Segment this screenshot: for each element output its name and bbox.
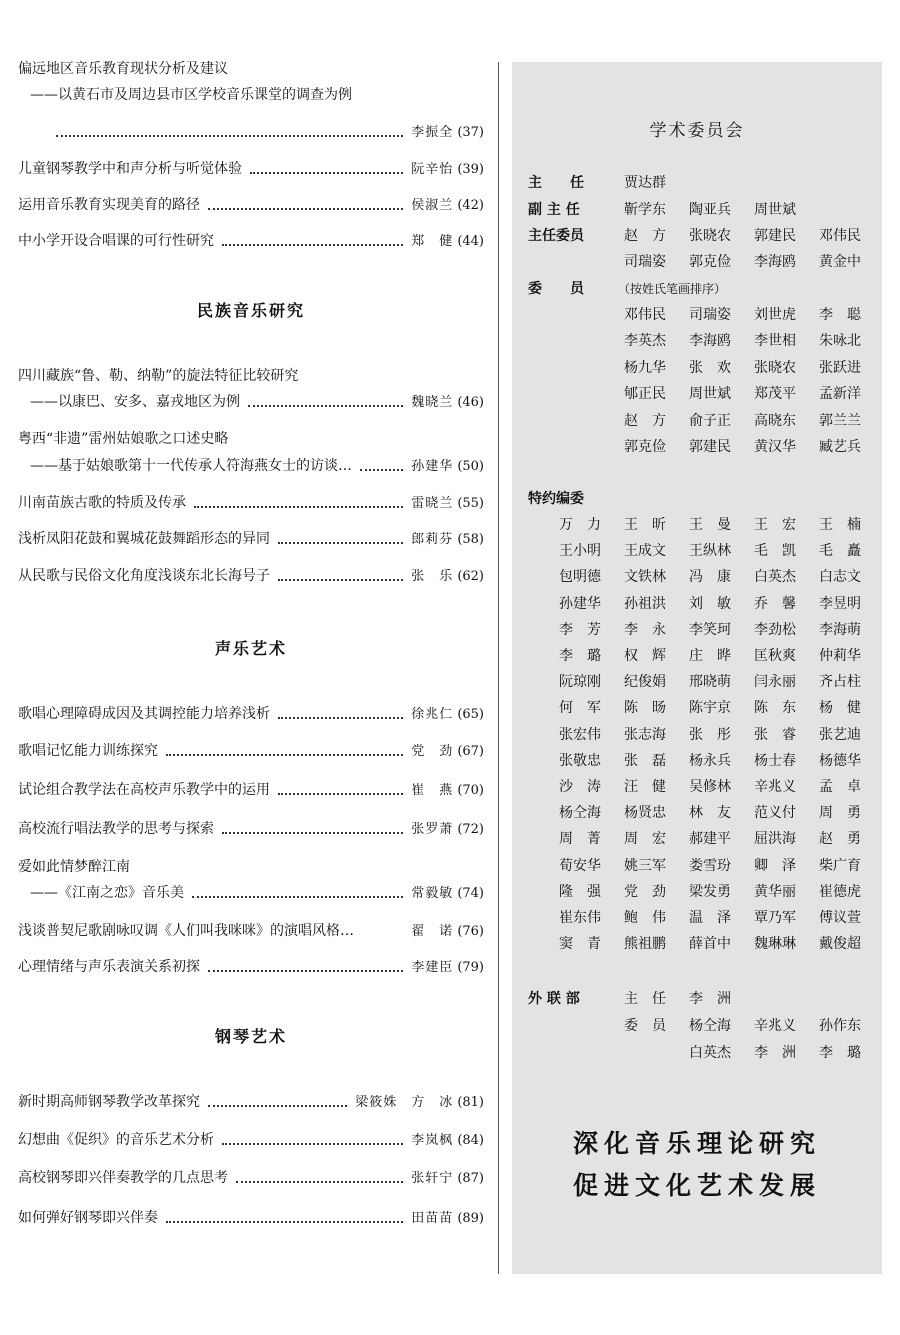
member-name: 张晓农 <box>754 359 796 376</box>
member-name: 窦 青 <box>559 936 601 953</box>
entry-page: (70) <box>457 783 484 798</box>
member-name: 王 曼 <box>689 517 731 533</box>
leader-dots <box>208 207 403 210</box>
entry-author: 常毅敏 <box>411 886 454 901</box>
member-name: 李 洲 <box>689 991 731 1007</box>
member-name: 阮琼刚 <box>559 674 601 691</box>
member-name: 覃乃军 <box>754 910 796 926</box>
member-name: 党 劲 <box>624 883 666 900</box>
entry-title: 幻想曲《促织》的音乐艺术分析 <box>18 1132 214 1148</box>
entry-title: 从民歌与民俗文化角度浅谈东北长海号子 <box>18 568 270 584</box>
toc-entry <box>18 121 484 143</box>
toc-entry <box>18 58 484 80</box>
member-name: 匡秋爽 <box>754 648 796 664</box>
leader-dots <box>236 1180 403 1183</box>
entry-title: 试论组合教学法在高校声乐教学中的运用 <box>18 782 270 798</box>
entry-title: 高校钢琴即兴伴奏教学的几点思考 <box>18 1170 228 1186</box>
member-name: 辛兆义 <box>754 779 796 795</box>
role-label: 主任委员 <box>528 228 584 244</box>
member-name: 主 任 <box>624 991 666 1007</box>
member-name: 王小明 <box>559 543 601 560</box>
leader-dots <box>278 792 403 795</box>
leader-dots <box>192 895 403 898</box>
member-name: 刘世虎 <box>754 307 796 323</box>
committee-title: 学术委员会 <box>649 121 745 141</box>
entry-author: 翟 诺 <box>411 924 454 939</box>
member-name: 林 友 <box>689 805 731 822</box>
leader-dots <box>278 578 403 581</box>
member-name: 委 员 <box>624 1018 666 1034</box>
leader-dots <box>222 243 403 246</box>
entry-author: 田苗苗 <box>411 1211 454 1226</box>
member-name: 杨 健 <box>819 700 861 717</box>
toc-entry <box>18 158 484 180</box>
member-name: 张 磊 <box>624 752 666 769</box>
member-name: 赵 方 <box>624 228 666 244</box>
toc-subtitle <box>18 391 484 413</box>
entry-author: 郑 健 <box>411 234 454 249</box>
entry-page: (72) <box>457 822 484 837</box>
toc-subtitle <box>18 84 484 106</box>
member-name: 范义付 <box>754 805 796 822</box>
member-name: 权 辉 <box>624 648 666 664</box>
member-name: 傅议萱 <box>819 910 861 926</box>
toc-entry <box>18 428 484 450</box>
member-name: 庄 晔 <box>689 648 731 664</box>
entry-title: 粤西“非遗”雷州姑娘歌之口述史略 <box>18 431 229 447</box>
member-name: 荀安华 <box>559 857 601 874</box>
member-name: 李海鸥 <box>689 333 731 350</box>
member-name: 梁发勇 <box>689 883 731 900</box>
entry-page: (79) <box>457 960 484 975</box>
entry-author: 郎莉芬 <box>411 532 454 547</box>
member-name: 辛兆义 <box>754 1018 796 1034</box>
leader-dots <box>166 753 403 756</box>
member-name: 郭建民 <box>754 228 796 244</box>
committee-panel <box>512 62 882 1274</box>
entry-page: (37) <box>457 125 484 140</box>
toc-entry <box>18 740 484 762</box>
leader-dots <box>166 1220 403 1223</box>
toc-entry <box>18 194 484 216</box>
entry-page: (62) <box>457 569 484 584</box>
member-name: 郭兰兰 <box>819 412 861 429</box>
entry-author: 徐兆仁 <box>411 707 454 722</box>
member-name: 李 璐 <box>559 648 601 664</box>
entry-page: (89) <box>457 1211 484 1226</box>
entry-subtitle: ——《江南之恋》音乐美 <box>30 885 184 901</box>
member-name: 姚三军 <box>624 857 666 874</box>
leader-dots <box>362 934 403 935</box>
column-divider <box>498 62 499 1274</box>
entry-page: (58) <box>457 532 484 547</box>
member-name: 卿 泽 <box>754 857 796 874</box>
member-name: 司瑞姿 <box>689 307 731 323</box>
entry-author: 侯淑兰 <box>411 198 454 213</box>
member-name: 崔东伟 <box>559 910 601 926</box>
member-name: 陈宇京 <box>689 700 731 717</box>
leader-dots <box>56 134 403 137</box>
member-name: 孙作东 <box>819 1018 861 1034</box>
member-name: 万 力 <box>559 517 601 533</box>
slogan-line: 深化音乐理论研究 <box>572 1129 821 1158</box>
role-label: 外 联 部 <box>528 991 580 1007</box>
member-name: 朱咏北 <box>819 333 861 350</box>
member-name: 李 永 <box>624 621 666 638</box>
entry-title: 新时期高师钢琴教学改革探究 <box>18 1094 200 1110</box>
entry-title: 中小学开设合唱课的可行性研究 <box>18 233 214 249</box>
member-name: 王 昕 <box>624 517 666 533</box>
toc-entry <box>18 1207 484 1229</box>
role-label: 委 员 <box>528 281 584 297</box>
toc-entry <box>18 779 484 801</box>
member-name: 鲍 伟 <box>624 910 666 926</box>
entry-title: 高校流行唱法教学的思考与探索 <box>18 821 214 837</box>
member-name: 崔德虎 <box>819 883 861 900</box>
toc-entry <box>18 1167 484 1189</box>
member-name: 毛 矗 <box>819 543 861 560</box>
leader-dots <box>278 541 403 544</box>
member-name: 李海萌 <box>819 621 861 638</box>
leader-dots <box>194 505 403 508</box>
member-name: 邢晓萌 <box>689 674 731 691</box>
member-name: 杨仝海 <box>559 805 601 822</box>
member-name: 毛 凯 <box>754 543 796 560</box>
member-name: 乔 馨 <box>754 595 796 612</box>
member-name: 汪 健 <box>624 779 666 795</box>
member-name: 贾达群 <box>624 175 666 191</box>
entry-author: 雷晓兰 <box>411 496 454 511</box>
member-name: 魏琳琳 <box>754 936 796 953</box>
member-name: 张 睿 <box>754 726 796 743</box>
leader-dots <box>208 1104 347 1107</box>
member-name: 王 楠 <box>819 517 861 533</box>
entry-author: 崔 燕 <box>411 783 454 798</box>
entry-page: (67) <box>457 744 484 759</box>
member-name: 周 宏 <box>624 831 666 848</box>
toc-entry <box>18 365 484 387</box>
leader-dots <box>248 404 403 407</box>
member-name: 黄金中 <box>819 254 861 271</box>
member-name: 杨仝海 <box>689 1018 731 1034</box>
entry-page: (81) <box>457 1095 484 1110</box>
member-name: 王纵林 <box>689 543 731 560</box>
member-name: 张艺迪 <box>819 726 861 743</box>
member-name: 齐占柱 <box>819 674 861 691</box>
toc-entry <box>18 1129 484 1151</box>
entry-page: (55) <box>457 496 484 511</box>
entry-author: 梁筱姝 方 冰 <box>355 1095 454 1110</box>
member-name: 陈 旸 <box>624 700 666 717</box>
member-name: 张跃进 <box>819 359 861 376</box>
member-name: 赵 方 <box>624 412 666 429</box>
member-name: 屈洪海 <box>754 831 796 848</box>
member-name: 周世斌 <box>689 386 731 403</box>
member-name: 高晓东 <box>754 412 796 429</box>
entry-author: 张轩宁 <box>411 1171 454 1186</box>
member-name: 李世相 <box>754 333 796 350</box>
member-name: 娄雪玢 <box>689 857 731 874</box>
member-name: 隆 强 <box>559 883 601 900</box>
member-name: 李 璐 <box>819 1045 861 1061</box>
entry-page: (44) <box>457 234 484 249</box>
member-name: 张志海 <box>624 726 666 743</box>
member-name: 王 宏 <box>754 517 796 533</box>
entry-page: (46) <box>457 395 484 410</box>
member-name: 司瑞姿 <box>624 254 666 271</box>
entry-title: 爱如此情梦醉江南 <box>18 859 130 875</box>
member-name: 孟 卓 <box>819 779 861 795</box>
toc-entry <box>18 818 484 840</box>
member-name: 俞子正 <box>689 412 731 429</box>
member-name: 郭克俭 <box>689 254 731 271</box>
role-label: 特约编委 <box>528 491 584 507</box>
member-name: 张 欢 <box>689 359 731 376</box>
toc-entry <box>18 565 484 587</box>
member-name: 包明德 <box>559 569 601 586</box>
entry-author: 张 乐 <box>411 569 454 584</box>
member-name: 王成文 <box>624 543 666 560</box>
member-name: 薛首中 <box>689 936 731 953</box>
entry-title: 运用音乐教育实现美育的路径 <box>18 197 200 213</box>
entry-page: (50) <box>457 459 484 474</box>
entry-title: 浅谈普契尼歌剧咏叹调《人们叫我咪咪》的演唱风格… <box>18 923 354 939</box>
member-name: 陈 东 <box>754 700 796 717</box>
toc-entry <box>18 703 484 725</box>
member-name: 杨贤忠 <box>624 805 666 822</box>
member-name: 沙 涛 <box>559 779 601 795</box>
entry-author: 魏晓兰 <box>411 395 454 410</box>
member-name: 黄汉华 <box>754 439 796 455</box>
entry-page: (39) <box>457 162 484 177</box>
member-name: 柴广育 <box>819 857 861 874</box>
member-name: 靳学东 <box>624 202 666 218</box>
member-name: 张 彤 <box>689 726 731 743</box>
section-title: 钢琴艺术 <box>214 1027 287 1046</box>
member-name: 杨永兵 <box>689 752 731 769</box>
entry-subtitle: ——以康巴、安多、嘉戎地区为例 <box>30 394 240 410</box>
entry-page: (65) <box>457 707 484 722</box>
entry-title: 偏远地区音乐教育现状分析及建议 <box>18 61 228 77</box>
member-name: 周 勇 <box>819 805 861 822</box>
member-name: 文铁林 <box>624 569 666 586</box>
sort-note: （按姓氏笔画排序） <box>618 282 727 296</box>
member-name: 赵 勇 <box>819 831 861 848</box>
entry-title: 歌唱心理障碍成因及其调控能力培养浅析 <box>18 706 270 722</box>
entry-title: 如何弹好钢琴即兴伴奏 <box>18 1210 158 1226</box>
role-label: 主 任 <box>528 175 584 191</box>
member-name: 张敬忠 <box>559 752 601 769</box>
entry-page: (76) <box>457 924 484 939</box>
toc-entry <box>18 230 484 252</box>
member-name: 纪俊娟 <box>624 674 666 691</box>
member-name: 邓伟民 <box>624 307 666 323</box>
toc-entry <box>18 1091 484 1113</box>
entry-title: 川南苗族古歌的特质及传承 <box>18 495 186 511</box>
member-name: 仲莉华 <box>819 648 861 664</box>
slogan-line: 促进文化艺术发展 <box>572 1171 821 1200</box>
member-name: 孟新洋 <box>819 386 861 403</box>
section-title: 民族音乐研究 <box>196 301 305 320</box>
member-name: 吴修林 <box>689 779 731 795</box>
entry-author: 党 劲 <box>411 744 454 759</box>
entry-title: 心理情绪与声乐表演关系初探 <box>18 959 200 975</box>
member-name: 周世斌 <box>754 202 796 218</box>
toc-entry <box>18 492 484 514</box>
entry-page: (42) <box>457 198 484 213</box>
entry-title: 儿童钢琴教学中和声分析与听觉体验 <box>18 161 242 177</box>
member-name: 张宏伟 <box>559 726 601 743</box>
member-name: 李昱明 <box>819 595 861 612</box>
member-name: 李海鸥 <box>754 254 796 271</box>
member-name: 李英杰 <box>624 333 666 350</box>
member-name: 陶亚兵 <box>689 202 731 218</box>
entry-title: 歌唱记忆能力训练探究 <box>18 743 158 759</box>
member-name: 白英杰 <box>689 1045 731 1061</box>
member-name: 闫永丽 <box>754 674 796 691</box>
toc-entry <box>18 956 484 978</box>
entry-author: 李岚枫 <box>411 1133 454 1148</box>
toc-subtitle <box>18 882 484 904</box>
member-name: 孙祖洪 <box>624 595 666 612</box>
member-name: 李 芳 <box>559 621 601 638</box>
member-name: 杨士春 <box>754 752 796 769</box>
member-name: 郭建民 <box>689 439 731 455</box>
entry-page: (74) <box>457 886 484 901</box>
member-name: 白英杰 <box>754 569 796 586</box>
section-title: 声乐艺术 <box>214 639 287 658</box>
entry-page: (84) <box>457 1133 484 1148</box>
member-name: 孙建华 <box>559 595 601 612</box>
member-name: 冯 康 <box>689 569 731 586</box>
member-name: 熊祖鹏 <box>624 936 666 953</box>
role-label: 副 主 任 <box>528 202 580 218</box>
member-name: 白志文 <box>819 569 861 586</box>
leader-dots <box>222 831 403 834</box>
member-name: 戴俊超 <box>819 936 861 953</box>
toc-subtitle <box>18 455 484 477</box>
member-name: 邓伟民 <box>819 228 861 244</box>
entry-author: 阮辛怡 <box>411 162 454 177</box>
member-name: 杨九华 <box>624 359 666 376</box>
leader-dots <box>360 468 403 471</box>
entry-page: (87) <box>457 1171 484 1186</box>
toc-entry <box>18 856 484 878</box>
leader-dots <box>250 171 403 174</box>
entry-author: 张罗萧 <box>411 822 454 837</box>
toc-entry <box>18 920 484 942</box>
member-name: 李 洲 <box>754 1045 796 1061</box>
entry-title: 浅析凤阳花鼓和翼城花鼓舞蹈形态的异同 <box>18 531 270 547</box>
toc-entry <box>18 528 484 550</box>
entry-subtitle: ——基于姑娘歌第十一代传承人符海燕女士的访谈… <box>30 458 352 474</box>
entry-author: 李振全 <box>411 125 454 140</box>
leader-dots <box>222 1142 403 1145</box>
member-name: 郇正民 <box>624 386 666 403</box>
member-name: 李劲松 <box>754 621 796 638</box>
member-name: 郭克俭 <box>624 439 666 455</box>
member-name: 何 军 <box>559 700 601 717</box>
member-name: 郑茂平 <box>754 386 796 403</box>
member-name: 李笑珂 <box>689 621 731 638</box>
member-name: 张晓农 <box>689 228 731 244</box>
member-name: 杨德华 <box>819 752 861 769</box>
entry-author: 李建臣 <box>411 960 454 975</box>
member-name: 黄华丽 <box>754 883 796 900</box>
member-name: 周 菁 <box>559 831 601 848</box>
member-name: 郝建平 <box>689 831 731 848</box>
entry-author: 孙建华 <box>411 459 454 474</box>
leader-dots <box>278 716 403 719</box>
member-name: 温 泽 <box>689 910 731 926</box>
entry-title: 四川藏族“鲁、勒、纳勒”的旋法特征比较研究 <box>18 368 299 384</box>
member-name: 李 聪 <box>819 307 861 323</box>
member-name: 刘 敏 <box>689 595 731 612</box>
entry-subtitle: ——以黄石市及周边县市区学校音乐课堂的调查为例 <box>30 87 352 103</box>
leader-dots <box>208 969 403 972</box>
member-name: 臧艺兵 <box>819 439 861 455</box>
